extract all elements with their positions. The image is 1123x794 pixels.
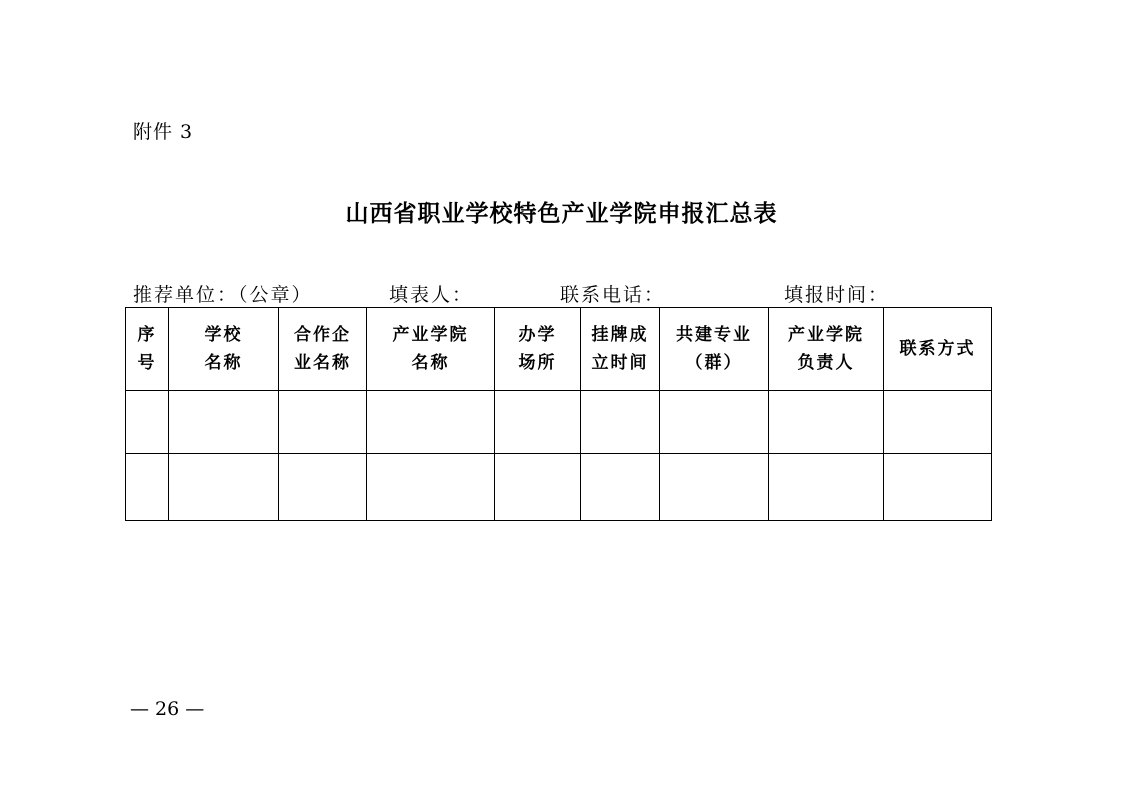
summary-table bbox=[125, 307, 992, 521]
table-cell bbox=[495, 454, 581, 521]
table-header-cell bbox=[495, 308, 581, 391]
table-header-text: （群） bbox=[685, 353, 743, 373]
table-row bbox=[126, 391, 992, 454]
table-header-row bbox=[126, 308, 992, 391]
table-header-text: 立时间 bbox=[591, 353, 649, 373]
table-cell bbox=[884, 391, 992, 454]
table-cell bbox=[367, 391, 495, 454]
table-header-cell bbox=[279, 308, 367, 391]
table-header-text: 序 bbox=[137, 325, 157, 345]
table-header-text: 业名称 bbox=[294, 353, 351, 373]
table-row bbox=[126, 454, 992, 521]
table-header-cell bbox=[884, 308, 992, 391]
report-time-field: 填报时间： bbox=[784, 284, 890, 306]
table-header-cell bbox=[367, 308, 495, 391]
table-header-text: 名称 bbox=[204, 353, 243, 373]
table-cell bbox=[126, 391, 169, 454]
table-header-text: 办学 bbox=[518, 325, 557, 345]
table-header-cell bbox=[126, 308, 169, 391]
recommending-unit-field: 推荐单位：（公章） bbox=[133, 284, 313, 306]
table-cell bbox=[769, 391, 884, 454]
table-header-text: 名称 bbox=[411, 353, 450, 373]
filled-by-field: 填表人： bbox=[389, 284, 474, 306]
table-header-text: 产业学院 bbox=[392, 325, 469, 345]
table-cell bbox=[581, 454, 660, 521]
table-header-text: 产业学院 bbox=[788, 325, 864, 345]
table-cell bbox=[279, 454, 367, 521]
attachment-label: 附件 3 bbox=[133, 121, 194, 143]
table-header-text: 场所 bbox=[518, 353, 557, 373]
table-cell bbox=[126, 454, 169, 521]
table-cell bbox=[279, 391, 367, 454]
document-title: 山西省职业学校特色产业学院申报汇总表 bbox=[345, 200, 778, 227]
table-header-text: 号 bbox=[137, 353, 157, 373]
table-cell bbox=[660, 454, 769, 521]
table-header-cell bbox=[169, 308, 279, 391]
table-header-text: 共建专业 bbox=[676, 325, 752, 345]
table-cell bbox=[660, 391, 769, 454]
table-header-text: 挂牌成 bbox=[591, 325, 649, 345]
table-header-cell bbox=[581, 308, 660, 391]
table-header-cell bbox=[769, 308, 884, 391]
table-header-text: 学校 bbox=[204, 325, 243, 345]
table-header-text: 联系方式 bbox=[899, 339, 976, 359]
table-cell bbox=[581, 391, 660, 454]
contact-phone-field: 联系电话： bbox=[560, 284, 666, 306]
table-header-text: 负责人 bbox=[797, 353, 855, 373]
page-number: — 26 — bbox=[130, 698, 205, 720]
table-header-cell bbox=[660, 308, 769, 391]
table-cell bbox=[367, 454, 495, 521]
table-cell bbox=[169, 391, 279, 454]
table-header-text: 合作企 bbox=[294, 325, 351, 345]
table-cell bbox=[169, 454, 279, 521]
table-cell bbox=[769, 454, 884, 521]
table-cell bbox=[884, 454, 992, 521]
table-cell bbox=[495, 391, 581, 454]
